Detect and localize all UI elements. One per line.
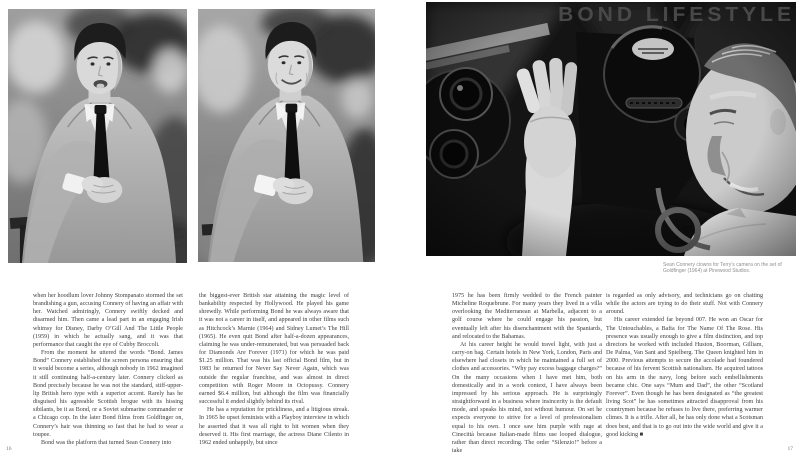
photo-connery-smile <box>198 9 375 262</box>
text-column-2 <box>199 292 349 460</box>
photo-illustration <box>198 9 375 262</box>
paragraph: His career extended far beyond 007. He won an Oscar for The Untouchables, a Bafta for The Name Of The Rose. His presence was usually enough to give a film distinction, and top directors he worked with included Huston, Boorman, Gilliam, De Palma, Van Sant and Spielberg. The Queen knighted him in 2000. Previous attempts to secure the accolade had foundered because of his fervent Scottish nationalism. He acquired tattoos on his arm in the navy, long before such embellishments became chic. One says “Mum and Dad”, the other “Scotland Forever”. Even though he has been designated as “the greatest living Scot” he has sometimes attracted disapproval from his countrymen because he refuses to live there, preferring warmer climes. It is a trifle. After all, he has only done what a Scotsman does best, and that is to go out into the wide world and give it a good kicking ■ <box>606 317 763 438</box>
page-number-left: 16 <box>6 446 12 452</box>
text-column-3 <box>452 292 602 460</box>
paragraph: At his career height he would travel light, with just a carry-on bag. Certain hotels in New York, London, Paris and elsewhere had closets in which he maintained a full set of clothes and accessories. “Why pay excess baggage charges?” On the many occasions when I have met him, both domestically and in a work context, I have always been impressed by his serious approach. He is surprisingly straightforward in a business where insincerity is the default mode, and speaks his mind, not without humour. On set he expects everyone to strive for a level of professionalism equal to his own. I once saw him purple with rage at Cinecittà because Italian-made films use looped dialogue, rather than direct recording. The order “Silenzio!” before a take <box>452 341 602 454</box>
page-number-right: 17 <box>787 446 793 452</box>
paragraph: when her hoodlum lover Johnny Stompanato stormed the set brandishing a gun, accusing Connery of having an affair with her. Watched admiringly, Connery swiftly decked and disarmed him. Then came a lead part in an engaging Irish whimsy for Disney, Darby O’Gill And The Little People (1959) in which he actually sang, and it was that performance that caught the eye of Cubby Broccoli. <box>33 293 183 348</box>
text-column-4 <box>606 292 763 460</box>
paragraph: the biggest-ever British star attaining the magic level of bankability respected by Hollywood. He played his game shrewdly. While performing Bond he was always aware that it was not a career in itself, and appeared in other films such as Hitchcock’s Marnie (1964) and Sidney Lumet’s The Hill (1965). He even quit Bond after half-a-dozen appearances, claiming he was under-remunerated, but was persuaded back for Diamonds Are Forever (1971) for which he was paid $1.25 million. That was his last official Bond film, but in 1983 he returned for Never Say Never Again, which was outside the regular franchise, and was almost in direct competition with Roger Moore in Octopussy. Connery earned $6.4 million, but although the film was financially successful it ended slightly behind its rival. <box>199 293 349 406</box>
paragraph: From the moment he uttered the words “Bond. James Bond” Connery established the screen persona ensuring that it would become a series, although nobody in 1962 imagined it still continuing half-a-century later. Connery clicked as Bond precisely because he was not the standard, stiff-upper-lip British hero type with a superior accent. Rarely has he disguised his agreeable Scottish brogue with its hissing sibilants, be it as Bond, or a Soviet submarine commander or a Chicago cop. In the later Bond films from Goldfinger on, Connery’s hair was thinning so fast that he had to wear a toupee. <box>33 350 183 438</box>
photo-connery-camera <box>426 2 796 256</box>
page-title: BOND LIFESTYLE <box>558 3 795 26</box>
photo-caption: Sean Connery clowns for Terry’s camera on the set of Goldfinger (1964) at Pinewood Studios. <box>663 262 782 274</box>
photo-illustration <box>426 2 796 256</box>
photo-illustration <box>8 9 187 263</box>
paragraph: is regarded as only advisory, and technicians go on chatting while the actors are trying to do their stuff. Not with Connery around. <box>606 293 763 316</box>
text-column-1 <box>33 292 183 460</box>
photo-connery-grimace <box>8 9 187 263</box>
paragraph: He has a reputation for prickliness, and a litigious streak. In 1965 he upset feminists with a Playboy interview in which he asserted that it was all right to hit women when they deserved it. His first marriage, the actress Diane Cilento in 1962 ended unhappily, but since <box>199 407 349 446</box>
paragraph: 1975 he has been firmly wedded to the French painter Micheline Roquebrune. For many years they lived in a villa overlooking the Mediterranean at Marbella, adjacent to a golf course where he could engage his passion, but eventually left after his disenchantment with the Spaniards, and relocated to the Bahamas. <box>452 293 602 340</box>
paragraph: Bond was the platform that turned Sean Connery into <box>41 439 172 446</box>
